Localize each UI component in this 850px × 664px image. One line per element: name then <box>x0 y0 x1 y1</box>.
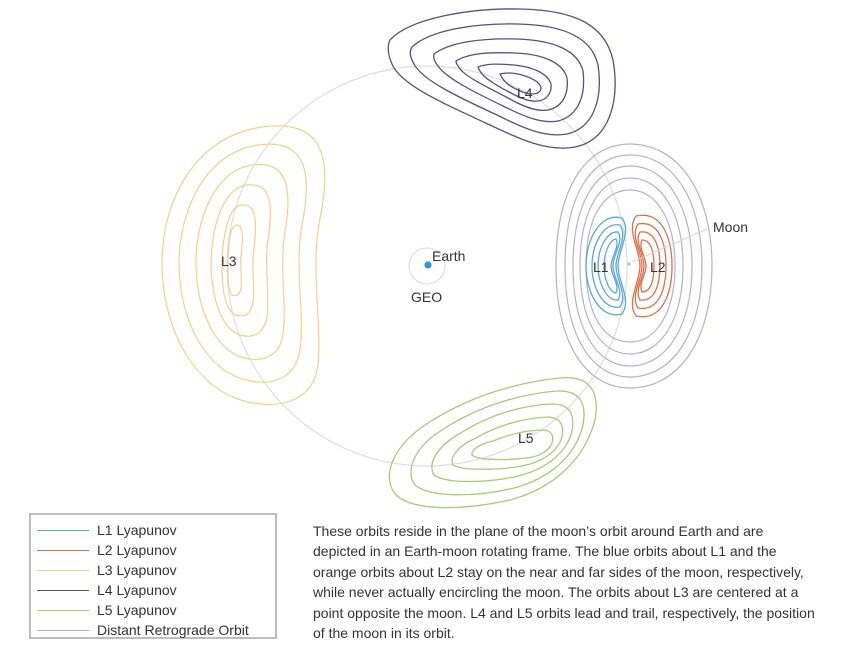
legend-item <box>37 580 275 600</box>
l3-orbits <box>162 126 325 405</box>
legend-item <box>37 540 275 560</box>
l3-orbit <box>196 164 288 359</box>
legend-item <box>37 620 275 640</box>
legend-label: L1 Lyapunov <box>97 522 177 538</box>
legend-swatch <box>37 570 89 571</box>
label-l3: L3 <box>221 253 237 269</box>
legend-label: L5 Lyapunov <box>97 602 177 618</box>
legend <box>29 513 277 639</box>
earth-dot <box>424 261 431 268</box>
legend-label: L4 Lyapunov <box>97 582 177 598</box>
legend-swatch <box>37 550 89 551</box>
l3-orbit <box>179 144 306 382</box>
label-earth: Earth <box>432 248 466 264</box>
caption: These orbits reside in the plane of the moon’s orbit around Earth and are depicted in an Earth-moon rotating frame. The blue orbits about L1 and the orange orbits about L2 stay on the near and far sides of the moon, respectively, while never actually encircling the moon. The orbits about L3 are centered at a point opposite the moon. L4 and L5 orbits lead and trail, respectively, the position of the moon in its orbit. <box>313 523 815 642</box>
label-l5: L5 <box>518 430 534 446</box>
moon-dot <box>627 262 630 265</box>
dro-orbit <box>573 166 692 366</box>
legend-label: Distant Retrograde Orbit <box>97 622 249 638</box>
dro-orbits <box>556 144 712 388</box>
legend-swatch <box>37 610 89 611</box>
label-moon: Moon <box>713 219 749 235</box>
label-l4: L4 <box>517 85 533 101</box>
legend-item <box>37 560 275 580</box>
legend-item <box>37 600 275 620</box>
l5-orbits <box>389 378 596 508</box>
label-l1: L1 <box>593 259 609 275</box>
l4-orbit <box>410 24 599 135</box>
legend-label: L2 Lyapunov <box>97 542 177 558</box>
legend-label: L3 Lyapunov <box>97 562 177 578</box>
l5-orbit <box>472 430 553 460</box>
moon-leader-line <box>632 229 707 262</box>
legend-item <box>37 520 275 540</box>
legend-swatch <box>37 630 89 631</box>
label-l2: L2 <box>650 259 666 275</box>
legend-swatch <box>37 590 89 591</box>
label-geo: GEO <box>411 289 443 305</box>
l4-orbits <box>388 9 615 148</box>
legend-swatch <box>37 530 89 531</box>
l4-orbit <box>478 64 551 101</box>
